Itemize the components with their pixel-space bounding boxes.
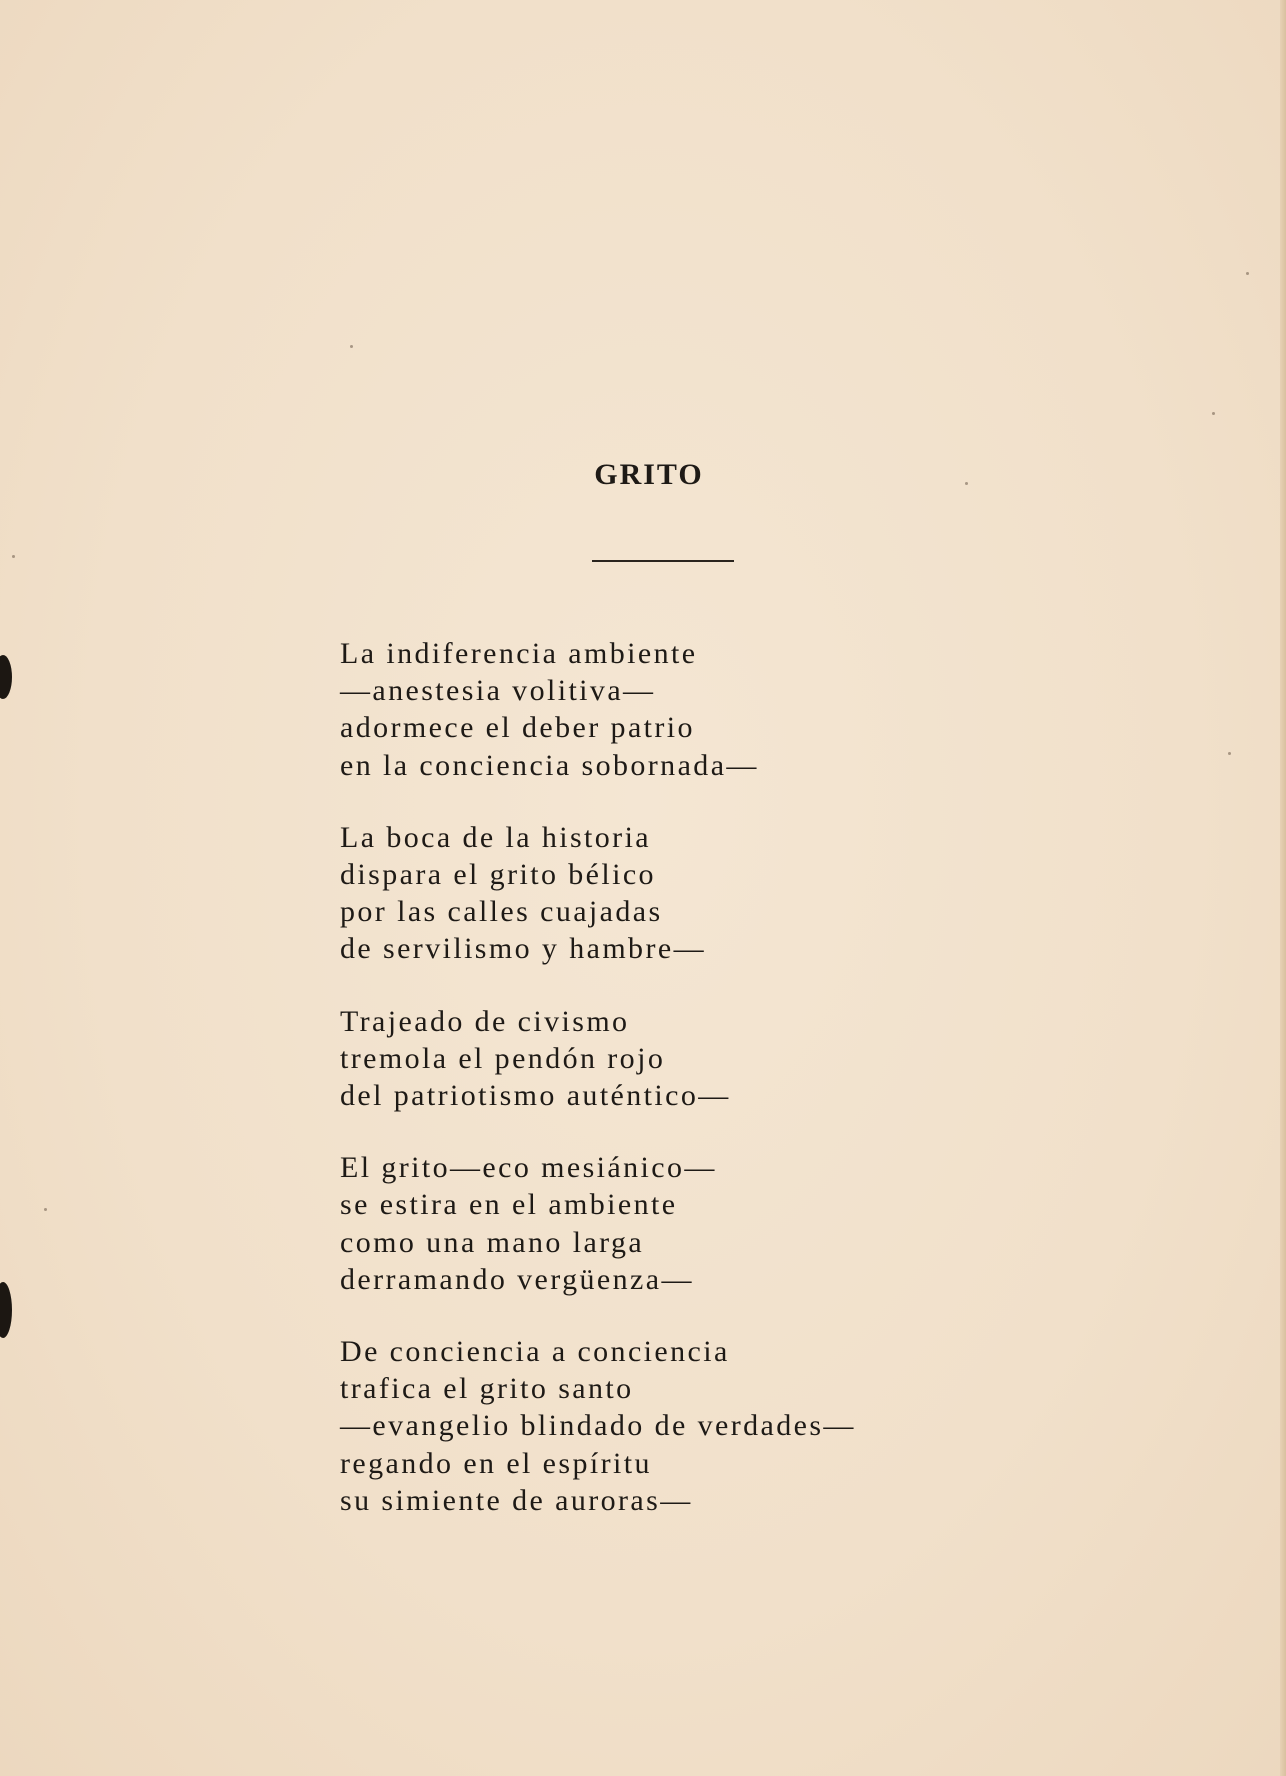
binding-hole-top [0,655,12,699]
stanza-1 [340,635,1040,784]
poem-line: como una mano larga [340,1225,645,1259]
paper-speck [1212,412,1215,415]
paper-speck [12,555,15,558]
poem-line: derramando vergüenza— [340,1262,694,1296]
poem-line: Trajeado de civismo [340,1004,630,1038]
poem-line: de servilismo y hambre— [340,932,706,966]
poem-line: La boca de la historia [340,820,652,854]
poem-line: adormece el deber patrio [340,711,695,745]
poem-line: regando en el espíritu [340,1446,652,1480]
stanza-4 [340,1149,1040,1298]
poem-line: —evangelio blindado de verdades— [340,1409,856,1443]
poem-line: del patriotismo auténtico— [340,1079,731,1113]
stanza-3 [340,1003,1040,1115]
poem-title: GRITO [594,458,704,491]
poem-line: —anestesia volitiva— [340,674,656,708]
paper-speck [1246,272,1249,275]
poem-line: en la conciencia sobornada— [340,748,759,782]
poem-line: se estira en el ambiente [340,1188,678,1222]
poem-line: tremola el pendón rojo [340,1041,666,1075]
poem-line: por las calles cuajadas [340,895,663,929]
stanza-2 [340,819,1040,968]
paper-speck [1228,752,1231,755]
poem-line: La indiferencia ambiente [340,637,698,670]
poem-body [340,635,1040,1554]
poem-line: su simiente de auroras— [340,1483,693,1517]
paper-speck [44,1208,47,1211]
poem-line: De conciencia a conciencia [340,1335,730,1369]
poem-line: dispara el grito bélico [340,858,656,892]
paper-speck [350,345,353,348]
page-edge [1280,0,1286,1776]
poem-line: El grito—eco mesiánico— [340,1151,717,1185]
binding-hole-bottom [0,1282,12,1338]
title-rule [592,560,734,562]
poem-line: trafica el grito santo [340,1372,634,1406]
stanza-5 [340,1333,1040,1519]
